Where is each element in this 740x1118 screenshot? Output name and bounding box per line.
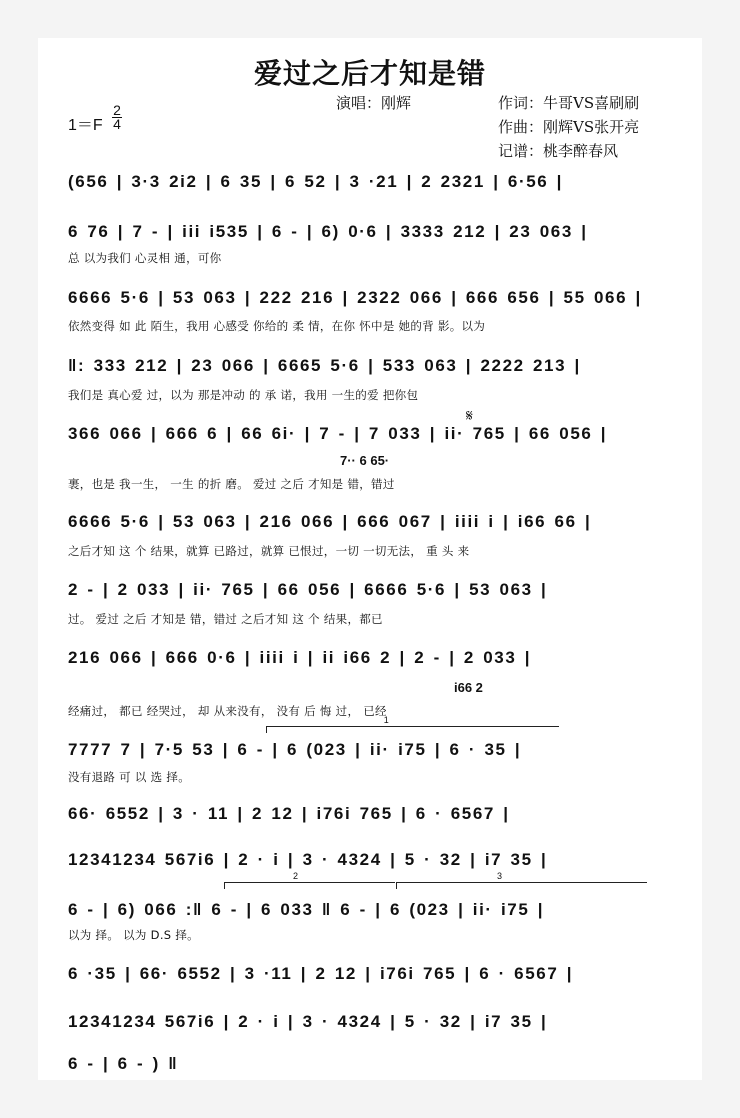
notation-row-6: 6666 5·6 | 53 063 | 216 066 | 666 067 | iiii i | i66 66 | bbox=[68, 512, 592, 531]
volta-label-2: 2 bbox=[293, 871, 299, 881]
volta-label-3: 3 bbox=[497, 871, 503, 881]
lyric-row-3: 依然变得 如 此 陌生，我用 心感受 你给的 柔 情，在你 怀中是 她的背 影。以为 bbox=[68, 319, 486, 333]
lyric-row-7: 过。 爱过 之后 才知是 错，错过 之后才知 这 个 结果，都已 bbox=[68, 612, 383, 626]
notation-row-5: 366 066 | 666 6 | 66 6i· | 7 - | 7 033 | ii· 765 | 66 056 | bbox=[68, 424, 608, 443]
lyric-row-9: 没有退路 可 以 选 择。 bbox=[68, 770, 191, 784]
lyric-row-6: 之后才知 这 个 结果，就算 已路过，就算 已恨过，一切 一切无法， 重 头 来 bbox=[68, 544, 470, 558]
notation-row-10: 66· 6552 | 3 · 11 | 2 12 | i76i 765 | 6 · 6567 | bbox=[68, 804, 510, 823]
notation-row-9: 7777 7 | 7·5 53 | 6 - | 6 (023 | ii· i75 | 6 · 35 | bbox=[68, 740, 522, 759]
volta-label-1: 1 bbox=[383, 715, 389, 725]
notation-row-12: 6 - | 6) 066 :‖ 6 - | 6 033 ‖ 6 - | 6 (023 | ii· i75 | bbox=[68, 900, 545, 919]
notation-row-3: 6666 5·6 | 53 063 | 222 216 | 2322 066 | 666 656 | 55 066 | bbox=[68, 288, 642, 307]
lyric-row-2: 总 以为我们 心灵相 通，可你 bbox=[68, 251, 222, 265]
alternate-notation-2: i66 2 bbox=[454, 680, 483, 695]
volta-bracket-1 bbox=[266, 715, 559, 733]
segno-sign: 𝄋 bbox=[466, 408, 473, 425]
volta-bracket-2 bbox=[224, 871, 395, 889]
notation-row-11: 12341234 567i6 | 2 · i | 3 · 4324 | 5 · 32 | i7 35 | bbox=[68, 850, 548, 869]
notation-row-2: 6 76 | 7 - | iii i535 | 6 - | 6) 0·6 | 3333 212 | 23 063 | bbox=[68, 222, 588, 241]
lyric-row-12: 以为 择。 以为 D.S 择。 bbox=[68, 928, 199, 942]
notation-row-8: 216 066 | 666 0·6 | iiii i | ii i66 2 | 2 - | 2 033 | bbox=[68, 648, 532, 667]
time-signature bbox=[112, 104, 122, 131]
score-sheet bbox=[38, 38, 702, 1080]
notation-row-15: 6 - | 6 - ) ‖ bbox=[68, 1054, 179, 1073]
notation-row-14: 12341234 567i6 | 2 · i | 3 · 4324 | 5 · 32 | i7 35 | bbox=[68, 1012, 548, 1031]
lyricist-credit: 作词：牛哥VS喜刷刷 bbox=[498, 94, 640, 112]
lyric-row-4: 我们是 真心爱 过，以为 那是冲动 的 承 诺，我用 一生的爱 把你包 bbox=[68, 388, 419, 402]
notation-row-13: 6 ·35 | 66· 6552 | 3 ·11 | 2 12 | i76i 765 | 6 · 6567 | bbox=[68, 964, 574, 983]
lyric-row-5: 裹，也是 我一生， 一生 的折 磨。 爱过 之后 才知是 错，错过 bbox=[68, 477, 395, 491]
time-signature-top: 2 bbox=[113, 102, 121, 118]
lyric-row-8: 经痛过， 都已 经哭过， 却 从来没有， 没有 后 悔 过， 已经 bbox=[68, 704, 387, 718]
notation-row-1: (656 | 3·3 2i2 | 6 35 | 6 52 | 3 ·21 | 2 2321 | 6·56 | bbox=[68, 172, 563, 191]
song-title: 爱过之后才知是错 bbox=[253, 57, 486, 90]
singer-credit: 演唱：刚辉 bbox=[336, 94, 412, 112]
notation-row-4: ‖: 333 212 | 23 066 | 6665 5·6 | 533 063 | 2222 213 | bbox=[68, 356, 581, 375]
time-signature-bottom: 4 bbox=[113, 116, 121, 132]
key-signature: 1＝F bbox=[68, 117, 103, 134]
alternate-notation-1: 7·· 6 65· bbox=[340, 453, 390, 468]
composer-credit: 作曲：刚辉VS张开亮 bbox=[498, 118, 640, 136]
transcriber-credit: 记谱：桃李醉春风 bbox=[498, 142, 619, 160]
notation-row-7: 2 - | 2 033 | ii· 765 | 66 056 | 6666 5·6 | 53 063 | bbox=[68, 580, 548, 599]
volta-bracket-3 bbox=[396, 871, 647, 889]
